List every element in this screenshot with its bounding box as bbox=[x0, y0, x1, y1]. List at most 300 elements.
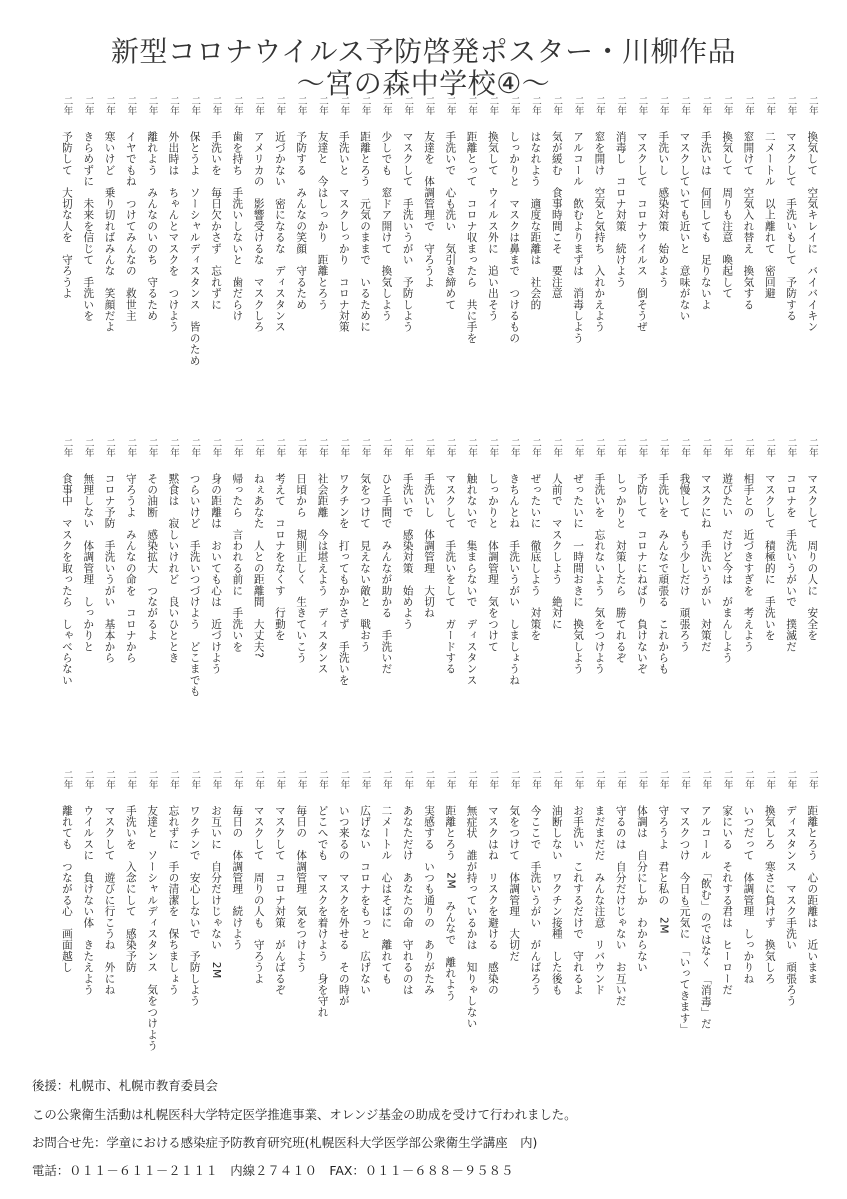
grade-label: 二年 bbox=[189, 438, 201, 457]
grade-label: 二年 bbox=[210, 438, 222, 457]
poem-block-1 bbox=[56, 96, 823, 421]
grade-label: 二年 bbox=[806, 96, 818, 115]
grade-label: 二年 bbox=[210, 96, 222, 115]
grade-label: 二年 bbox=[253, 770, 265, 789]
senryu-poem: マスクして コロナ対策 がんばるぞ bbox=[273, 805, 286, 996]
poem-column bbox=[376, 438, 397, 733]
poem-column bbox=[695, 438, 716, 733]
grade-label: 二年 bbox=[785, 438, 797, 457]
grade-label: 二年 bbox=[508, 770, 520, 789]
senryu-poem: 距離とろう 心の距離は 近いまま bbox=[806, 805, 819, 985]
poem-column bbox=[695, 96, 716, 421]
poem-column bbox=[589, 438, 610, 733]
poem-column bbox=[78, 438, 99, 733]
senryu-poem: 手洗いと マスクしっかり コロナ対策 bbox=[337, 131, 350, 333]
senryu-poem: 広げない コロナをもっと 広げない bbox=[359, 805, 372, 996]
grade-label: 二年 bbox=[189, 96, 201, 115]
school-subtitle: ～宮の森中学校④～ bbox=[296, 67, 551, 100]
poem-column bbox=[248, 770, 269, 1077]
poem-column bbox=[227, 96, 248, 421]
senryu-poem: 考えて コロナをなくす 行動を bbox=[273, 473, 286, 641]
grade-label: 二年 bbox=[700, 438, 712, 457]
poem-column bbox=[610, 96, 631, 421]
poem-column bbox=[440, 770, 461, 1077]
poem-column bbox=[248, 438, 269, 733]
senryu-poem: マスクして 積極的に 手洗いを bbox=[763, 473, 776, 641]
grade-label: 二年 bbox=[529, 438, 541, 457]
senryu-poem: 身の距離は おいても心は 近づけよう bbox=[210, 473, 223, 675]
senryu-poem: コロナ予防 手洗いうがい 基本から bbox=[103, 473, 116, 664]
senryu-poem: 二メートル 心はそばに 離れても bbox=[380, 805, 393, 985]
senryu-poem: 予防して 大切な人を 守ろうよ bbox=[60, 131, 73, 299]
senryu-poem: 毎日の 体調管理 続けよう bbox=[231, 805, 244, 951]
grade-label: 二年 bbox=[423, 96, 435, 115]
poem-column bbox=[163, 438, 184, 733]
poem-column bbox=[802, 438, 823, 733]
poem-column bbox=[142, 770, 163, 1077]
senryu-poem: はなれよう 適度な距離は 社会的 bbox=[529, 131, 542, 311]
senryu-poem: 日頃から 規則正しく 生きていこう bbox=[295, 473, 308, 664]
senryu-poem: 体調は 自分にしか わからない bbox=[635, 805, 648, 973]
grade-label: 二年 bbox=[380, 438, 392, 457]
senryu-poem: 友達と 今はしっかり 距離とろう bbox=[316, 131, 329, 311]
senryu-poem: 人前で マスクしよう 絶対に bbox=[550, 473, 563, 630]
grade-label: 二年 bbox=[146, 438, 158, 457]
poem-column bbox=[738, 96, 759, 421]
grade-label: 二年 bbox=[806, 438, 818, 457]
poem-column bbox=[205, 96, 226, 421]
senryu-poem: 手洗いし 体調管理 大切ね bbox=[423, 473, 435, 619]
grade-label: 二年 bbox=[572, 438, 584, 457]
senryu-poem: 社会距離 今は堪えよう ディスタンス bbox=[316, 473, 329, 675]
grade-label: 二年 bbox=[551, 770, 563, 789]
funding-text: この公衆衛生活動は札幌医科大学特定医学推進事業、オレンジ基金の助成を受けて行われました。 bbox=[32, 1107, 577, 1122]
senryu-poem: ひと手間で みんなが助かる 手洗いだ bbox=[380, 473, 393, 675]
poem-column bbox=[504, 438, 525, 733]
poem-column bbox=[291, 770, 312, 1077]
senryu-poem: 実感する いつも通りの ありがたみ bbox=[423, 805, 435, 996]
grade-label: 二年 bbox=[700, 96, 712, 115]
poem-column bbox=[440, 96, 461, 421]
grade-label: 二年 bbox=[61, 770, 73, 789]
grade-label: 二年 bbox=[167, 96, 179, 115]
grade-label: 二年 bbox=[657, 438, 669, 457]
senryu-poem: 手洗いは 何回しても 足りないよ bbox=[699, 131, 712, 311]
grade-label: 二年 bbox=[295, 96, 307, 115]
grade-label: 二年 bbox=[721, 770, 733, 789]
poem-column bbox=[269, 438, 290, 733]
poem-column bbox=[738, 770, 759, 1077]
senryu-poem: マスクして 手洗いもして 予防する bbox=[785, 131, 798, 322]
senryu-poem: 無症状 誰が持っているかは 知りゃしない bbox=[465, 805, 478, 1029]
grade-label: 二年 bbox=[402, 770, 414, 789]
poem-column bbox=[291, 438, 312, 733]
poem-column bbox=[546, 438, 567, 733]
grade-label: 二年 bbox=[806, 770, 818, 789]
poem-column bbox=[120, 770, 141, 1077]
senryu-poem: どこへでも マスクを着けよう 身を守れ bbox=[316, 805, 329, 1018]
grade-label: 二年 bbox=[104, 770, 116, 789]
senryu-poem: しっかりと 体調管理 気をつけて bbox=[486, 473, 499, 653]
senryu-poem: 少しでも 窓ドア開けて 換気しよう bbox=[380, 131, 393, 322]
poem-column bbox=[631, 770, 652, 1077]
senryu-poem: 今ここで 手洗いうがい がんばろう bbox=[529, 805, 542, 996]
grade-label: 二年 bbox=[742, 770, 754, 789]
grade-label: 二年 bbox=[487, 96, 499, 115]
poem-column bbox=[780, 96, 801, 421]
poem-column bbox=[418, 770, 439, 1077]
grade-label: 二年 bbox=[508, 438, 520, 457]
senryu-poem: アルコール 「飲む」のではなく 「消毒」だ bbox=[699, 805, 712, 1030]
grade-label: 二年 bbox=[679, 96, 691, 115]
senryu-poem: お手洗い これするだけで 守れるよ bbox=[572, 805, 585, 996]
poem-column bbox=[589, 96, 610, 421]
poem-column bbox=[120, 438, 141, 733]
senryu-poem: いつ来るの マスクを外せる その時が bbox=[337, 805, 350, 1007]
poem-column bbox=[440, 438, 461, 733]
senryu-poem: お互いに 自分だけじゃない 2M bbox=[210, 805, 223, 979]
senryu-poem: ねぇあなた 人との距離間 大丈夫? bbox=[252, 473, 265, 659]
senryu-poem: 手洗いで 心も洗い 気引き締めて bbox=[444, 131, 457, 311]
grade-label: 二年 bbox=[764, 770, 776, 789]
grade-label: 二年 bbox=[466, 770, 478, 789]
poem-column bbox=[312, 96, 333, 421]
poem-column bbox=[717, 96, 738, 421]
senryu-poem: 友達と ソーシャルディスタンス 気をつけよう bbox=[146, 805, 159, 1052]
senryu-poem: ウイルスに 負けない体 きたえよう bbox=[82, 805, 95, 996]
grade-label: 二年 bbox=[636, 96, 648, 115]
grade-label: 二年 bbox=[615, 438, 627, 457]
grade-label: 二年 bbox=[295, 438, 307, 457]
poem-column bbox=[461, 96, 482, 421]
senryu-poem: マスクしていても近いと 意味がない bbox=[678, 131, 691, 322]
poem-column bbox=[482, 438, 503, 733]
poem-column bbox=[56, 770, 77, 1077]
grade-label: 二年 bbox=[679, 770, 691, 789]
poem-column bbox=[99, 96, 120, 421]
senryu-poem: 家にいる それする君は ヒーローだ bbox=[721, 805, 734, 996]
senryu-poem: 換気して 周りも注意 喚起して bbox=[721, 131, 734, 299]
senryu-poem: きちんとね 手洗いうがい しましょうね bbox=[508, 473, 521, 686]
poem-column bbox=[184, 770, 205, 1077]
grade-label: 二年 bbox=[210, 770, 222, 789]
grade-label: 二年 bbox=[104, 96, 116, 115]
poem-column bbox=[525, 96, 546, 421]
poem-column bbox=[759, 438, 780, 733]
senryu-poem: 手洗いを 毎日欠かさず 忘れずに bbox=[210, 131, 223, 311]
senryu-poem: 予防する みんなの笑顔 守るため bbox=[295, 131, 308, 311]
poem-column bbox=[759, 96, 780, 421]
grade-label: 二年 bbox=[572, 96, 584, 115]
poem-column bbox=[695, 770, 716, 1077]
grade-label: 二年 bbox=[231, 96, 243, 115]
grade-label: 二年 bbox=[593, 438, 605, 457]
senryu-poem: 気をつけて 見えない敵と 戦おう bbox=[359, 473, 372, 653]
senryu-poem: ワクチンを 打ってもかかさず 手洗いを bbox=[337, 473, 350, 686]
sponsor-text: 後援：札幌市、札幌市教育委員会 bbox=[32, 1078, 218, 1093]
grade-label: 二年 bbox=[380, 770, 392, 789]
senryu-poem: 油断しない ワクチン接種 した後も bbox=[550, 805, 563, 996]
senryu-poem: ぜったいに 一時間おきに 換気しよう bbox=[572, 473, 585, 675]
grade-label: 二年 bbox=[657, 96, 669, 115]
grade-label: 二年 bbox=[146, 96, 158, 115]
senryu-poem: マスクして 周りの人に 安全を bbox=[806, 473, 819, 641]
grade-label: 二年 bbox=[338, 770, 350, 789]
poem-column bbox=[354, 96, 375, 421]
poem-block-3 bbox=[56, 770, 823, 1077]
poem-column bbox=[780, 438, 801, 733]
senryu-poem: 手洗いし 感染対策 始めよう bbox=[657, 131, 670, 288]
poem-column bbox=[461, 438, 482, 733]
poem-column bbox=[56, 438, 77, 733]
poem-column bbox=[504, 770, 525, 1077]
grade-label: 二年 bbox=[380, 96, 392, 115]
grade-label: 二年 bbox=[785, 770, 797, 789]
senryu-poem: 離れよう みんなのいのち 守るため bbox=[146, 131, 159, 322]
senryu-poem: 換気しろ 寒さに負けず 換気しろ bbox=[763, 805, 776, 985]
senryu-poem: 二メートル 以上離れて 密回避 bbox=[763, 131, 776, 299]
poem-column bbox=[99, 770, 120, 1077]
senryu-poem: マスクはね リスクを避ける 感染の bbox=[486, 805, 499, 996]
grade-label: 二年 bbox=[125, 770, 137, 789]
poem-column bbox=[354, 438, 375, 733]
senryu-poem: マスクして 手洗いうがい 予防しよう bbox=[401, 131, 414, 333]
senryu-poem: 換気して ウイルス外に 追い出そう bbox=[486, 131, 499, 322]
poem-column bbox=[142, 438, 163, 733]
senryu-poem: 寒いけど 乗り切ればみんな 笑顔だよ bbox=[103, 131, 116, 333]
grade-label: 二年 bbox=[764, 438, 776, 457]
poem-column bbox=[631, 438, 652, 733]
poem-column bbox=[461, 770, 482, 1077]
senryu-poem: コロナを 手洗いうがいで 撲滅だ bbox=[785, 473, 798, 653]
poem-column bbox=[567, 96, 588, 421]
grade-label: 二年 bbox=[742, 96, 754, 115]
contact-text: お問合せ先：学童における感染症予防教育研究班(札幌医科大学医学部公衆衛生学講座 内) bbox=[32, 1135, 538, 1150]
senryu-poem: マスクして 遊びに行こうね 外にね bbox=[103, 805, 116, 996]
senryu-poem: 友達を 体調管理で 守ろうよ bbox=[423, 131, 435, 288]
poem-column bbox=[802, 770, 823, 1077]
grade-label: 二年 bbox=[167, 438, 179, 457]
poem-column bbox=[567, 438, 588, 733]
grade-label: 二年 bbox=[338, 96, 350, 115]
poem-column bbox=[227, 770, 248, 1077]
poem-column bbox=[738, 438, 759, 733]
senryu-poem: 消毒し コロナ対策 続けよう bbox=[614, 131, 627, 288]
senryu-poem: しっかりと 対策したら 勝てれるぞ bbox=[614, 473, 627, 664]
poem-column bbox=[482, 96, 503, 421]
senryu-poem: 我慢して もう少しだけ 頑張ろう bbox=[678, 473, 691, 653]
senryu-poem: 保とうよ ソーシャルディスタンス 皆のため bbox=[188, 131, 201, 367]
grade-label: 二年 bbox=[231, 438, 243, 457]
senryu-poem: 予防して コロナにねばり 負けないぞ bbox=[635, 473, 648, 675]
senryu-poem: 帰ったら 言われる前に 手洗いを bbox=[231, 473, 244, 653]
senryu-poem: 換気して 空気キレイに バイバイキン bbox=[806, 131, 819, 333]
poem-column bbox=[269, 770, 290, 1077]
senryu-poem: アメリカの 影響受けるな マスクしろ bbox=[252, 131, 265, 333]
senryu-poem: 触れないで 集まらないで ディスタンス bbox=[465, 473, 478, 686]
grade-label: 二年 bbox=[274, 438, 286, 457]
senryu-poem: まだまだだ みんな注意 リバウンド bbox=[593, 805, 606, 996]
senryu-poem: あなただけ あなたの命 守れるのは bbox=[401, 805, 414, 996]
poem-column bbox=[354, 770, 375, 1077]
grade-label: 二年 bbox=[359, 96, 371, 115]
senryu-poem: 窓を開け 空気と気持ち 入れかえよう bbox=[593, 131, 606, 333]
poem-column bbox=[142, 96, 163, 421]
grade-label: 二年 bbox=[444, 438, 456, 457]
grade-label: 二年 bbox=[82, 770, 94, 789]
poem-column bbox=[248, 96, 269, 421]
grade-label: 二年 bbox=[167, 770, 179, 789]
phone-text: 電話：０１１－６１１－２１１１ 内線２７４１０ FAX：０１１－６８８－９５８５ bbox=[32, 1163, 514, 1178]
poem-column bbox=[376, 770, 397, 1077]
grade-label: 二年 bbox=[679, 438, 691, 457]
poem-column bbox=[99, 438, 120, 733]
poem-column bbox=[397, 96, 418, 421]
senryu-poem: つらいけど 手洗いつづけよう どこまでも bbox=[188, 473, 201, 697]
poem-column bbox=[802, 96, 823, 421]
senryu-poem: 黙食は 寂しいけれど 良いひととき bbox=[167, 473, 180, 664]
grade-label: 二年 bbox=[253, 438, 265, 457]
poem-column bbox=[610, 438, 631, 733]
grade-label: 二年 bbox=[700, 770, 712, 789]
grade-label: 二年 bbox=[125, 96, 137, 115]
senryu-poem: いつだって 体調管理 しっかりね bbox=[742, 805, 755, 985]
grade-label: 二年 bbox=[785, 96, 797, 115]
poem-column bbox=[120, 96, 141, 421]
grade-label: 二年 bbox=[82, 438, 94, 457]
poem-column bbox=[333, 96, 354, 421]
poem-column bbox=[418, 96, 439, 421]
senryu-poem: きらめずに 未来を信じて 手洗いを bbox=[82, 131, 95, 322]
grade-label: 二年 bbox=[636, 438, 648, 457]
grade-label: 二年 bbox=[742, 438, 754, 457]
senryu-poem: マスクにね 手洗いうがい 対策だ bbox=[699, 473, 712, 653]
grade-label: 二年 bbox=[253, 96, 265, 115]
poem-column bbox=[227, 438, 248, 733]
senryu-poem: 離れても つながる心 画面越し bbox=[60, 805, 73, 973]
grade-label: 二年 bbox=[572, 770, 584, 789]
grade-label: 二年 bbox=[444, 96, 456, 115]
grade-label: 二年 bbox=[487, 770, 499, 789]
poem-column bbox=[567, 770, 588, 1077]
poem-column bbox=[504, 96, 525, 421]
senryu-poem: 気をつけて 体調管理 大切だ bbox=[508, 805, 521, 962]
poem-column bbox=[610, 770, 631, 1077]
poem-column bbox=[312, 770, 333, 1077]
senryu-poem: マスクつけ 今日も元気に 「いってきます」 bbox=[678, 805, 691, 1035]
grade-label: 二年 bbox=[466, 96, 478, 115]
grade-label: 二年 bbox=[551, 96, 563, 115]
senryu-poem: マスクして コロナウイルス 倒そうぜ bbox=[635, 131, 648, 333]
poem-column bbox=[184, 438, 205, 733]
grade-label: 二年 bbox=[764, 96, 776, 115]
poem-column bbox=[717, 770, 738, 1077]
grade-label: 二年 bbox=[593, 770, 605, 789]
poem-column bbox=[312, 438, 333, 733]
poem-column bbox=[717, 438, 738, 733]
poem-column bbox=[269, 96, 290, 421]
poem-column bbox=[546, 96, 567, 421]
senryu-poem: 手洗いを みんなで頑張る これからも bbox=[657, 473, 670, 675]
poem-column bbox=[163, 96, 184, 421]
poem-column bbox=[525, 770, 546, 1077]
poem-column bbox=[78, 770, 99, 1077]
senryu-poem: その油断 感染拡大 つながるよ bbox=[146, 473, 159, 641]
senryu-poem: 手洗いを 入念にして 感染予防 bbox=[124, 805, 137, 973]
grade-label: 二年 bbox=[359, 438, 371, 457]
senryu-poem: 手洗いを 忘れないよう 気をつけよう bbox=[593, 473, 606, 675]
poem-column bbox=[397, 438, 418, 733]
poem-column bbox=[674, 438, 695, 733]
grade-label: 二年 bbox=[82, 96, 94, 115]
senryu-poem: 食事中 マスクを取ったら しゃべらない bbox=[60, 473, 73, 686]
poem-column bbox=[631, 96, 652, 421]
senryu-poem: 窓開けて 空気入れ替え 換気する bbox=[742, 131, 755, 311]
poem-column bbox=[653, 770, 674, 1077]
grade-label: 二年 bbox=[721, 96, 733, 115]
poem-column bbox=[163, 770, 184, 1077]
grade-label: 二年 bbox=[423, 770, 435, 789]
poem-column bbox=[333, 438, 354, 733]
senryu-poem: アルコール 飲むよりまずは 消毒しよう bbox=[572, 131, 585, 344]
grade-label: 二年 bbox=[529, 770, 541, 789]
grade-label: 二年 bbox=[466, 438, 478, 457]
grade-label: 二年 bbox=[657, 770, 669, 789]
senryu-poem: 手洗いで 感染対策 始めよう bbox=[401, 473, 414, 630]
grade-label: 二年 bbox=[508, 96, 520, 115]
senryu-poem: ディスタンス マスク手洗い 頑張ろう bbox=[785, 805, 798, 1007]
senryu-poem: 忘れずに 手の清潔を 保ちましょう bbox=[167, 805, 180, 996]
poem-column bbox=[397, 770, 418, 1077]
senryu-poem: 外出時は ちゃんとマスクを つけよう bbox=[167, 131, 180, 333]
senryu-poem: マスクして 周りの人も 守ろうよ bbox=[252, 805, 265, 985]
grade-label: 二年 bbox=[274, 96, 286, 115]
poem-column bbox=[653, 438, 674, 733]
senryu-poem: 毎日の 体調管理 気をつけよう bbox=[295, 805, 308, 973]
grade-label: 二年 bbox=[636, 770, 648, 789]
grade-label: 二年 bbox=[721, 438, 733, 457]
poem-column bbox=[525, 438, 546, 733]
poem-column bbox=[674, 770, 695, 1077]
poem-column bbox=[78, 96, 99, 421]
poem-column bbox=[376, 96, 397, 421]
senryu-poem: 遊びたい だけど今は がまんしよう bbox=[721, 473, 734, 664]
poem-column bbox=[418, 438, 439, 733]
poem-column bbox=[184, 96, 205, 421]
poem-column bbox=[759, 770, 780, 1077]
poem-column bbox=[546, 770, 567, 1077]
senryu-poem: 近づかない 密になるな ディスタンス bbox=[273, 131, 286, 333]
grade-label: 二年 bbox=[104, 438, 116, 457]
poem-column bbox=[482, 770, 503, 1077]
senryu-poem: 歯を持ち 手洗いしないと 歯だらけ bbox=[231, 131, 244, 322]
senryu-poem: 守るのは 自分だけじゃない お互いだ bbox=[614, 805, 627, 1007]
grade-label: 二年 bbox=[125, 438, 137, 457]
senryu-poem: 守ろうよ みんなの命を コロナから bbox=[124, 473, 137, 664]
poem-column bbox=[674, 96, 695, 421]
senryu-poem: 無理しない 体調管理 しっかりと bbox=[82, 473, 95, 653]
senryu-poem: マスクして 手洗いをして ガードする bbox=[444, 473, 457, 675]
senryu-poem: 距離とって コロナ収まったら 共に手を bbox=[465, 131, 478, 344]
grade-label: 二年 bbox=[402, 438, 414, 457]
senryu-poem: 距離とろう 2M みんなで 離れよう bbox=[444, 805, 457, 1002]
grade-label: 二年 bbox=[444, 770, 456, 789]
grade-label: 二年 bbox=[551, 438, 563, 457]
senryu-poem: ぜったいに 徹底しよう 対策を bbox=[529, 473, 542, 641]
poem-column bbox=[56, 96, 77, 421]
poem-column bbox=[333, 770, 354, 1077]
grade-label: 二年 bbox=[189, 770, 201, 789]
